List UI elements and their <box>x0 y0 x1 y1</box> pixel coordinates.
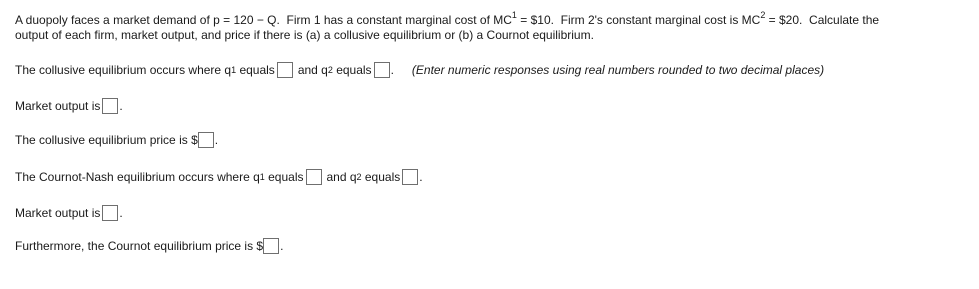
period: . <box>119 99 123 113</box>
question-text-part: output of each firm, market output, and price if there is (a) a collusive equilibrium or (b) a Cournot equilibrium. <box>15 28 594 42</box>
cournot-q-label: The Cournot-Nash equilibrium occurs where q <box>15 170 260 184</box>
collusive-market-output-input[interactable] <box>102 98 118 114</box>
cournot-price-label: Furthermore, the Cournot equilibrium price is $ <box>15 239 264 253</box>
and-q-label: and q <box>297 63 328 77</box>
equals-text: equals <box>236 63 275 77</box>
cournot-q1-input[interactable] <box>306 169 322 185</box>
collusive-market-output-label: Market output is <box>15 99 101 113</box>
cournot-price-row <box>15 237 283 255</box>
equals-text: equals <box>264 170 304 184</box>
cournot-quantities-row: The Cournot-Nash equilibrium occurs where q 1 equals and q 2 equals . <box>15 170 423 184</box>
period: . <box>390 63 394 77</box>
collusive-price-label: The collusive equilibrium price is $ <box>15 133 198 147</box>
collusive-q1-input[interactable] <box>277 62 293 78</box>
equals-text: equals <box>361 170 401 184</box>
collusive-price-input[interactable] <box>198 132 214 148</box>
question-text-part: A duopoly faces a market demand of p = 120 − Q. Firm 1 has a constant marginal cost of MC <box>15 13 512 27</box>
equals-text: equals <box>332 63 372 77</box>
and-q-label: and q <box>326 170 357 184</box>
question-text-part: = $10. Firm 2's constant marginal cost is MC <box>516 13 761 27</box>
collusive-q2-input[interactable] <box>374 62 390 78</box>
period: . <box>214 133 219 147</box>
period: . <box>119 206 123 220</box>
mc1-superscript: 1 <box>511 10 517 20</box>
collusive-price-row <box>15 131 218 149</box>
cournot-market-output-input[interactable] <box>102 205 118 221</box>
cournot-market-output-row <box>15 204 123 222</box>
collusive-quantities-row: The collusive equilibrium occurs where q 1 equals and q 2 equals . (Enter numeric responses using real numbers rounded to two decimal places) <box>15 63 825 77</box>
entry-instructions: (Enter numeric responses using real numbers rounded to two decimal places) <box>411 63 825 77</box>
cournot-q2-input[interactable] <box>402 169 418 185</box>
mc2-superscript: 2 <box>760 10 766 20</box>
cournot-market-output-label: Market output is <box>15 206 101 220</box>
question-text-line2 <box>15 28 594 43</box>
collusive-market-output-row <box>15 97 123 115</box>
question-text-line1 <box>15 10 880 28</box>
cournot-price-input[interactable] <box>263 238 279 254</box>
collusive-q-label: The collusive equilibrium occurs where q <box>15 63 232 77</box>
period: . <box>419 170 423 184</box>
question-text-part: = $20. Calculate the <box>765 13 880 27</box>
period: . <box>280 239 284 253</box>
